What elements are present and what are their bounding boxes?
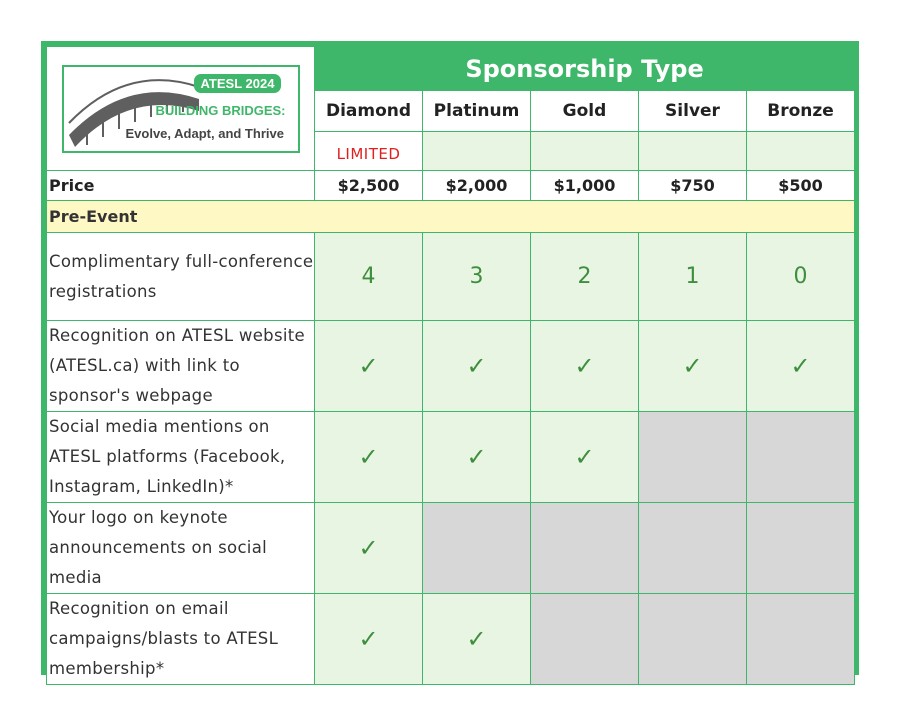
not-included-cell: [747, 412, 855, 503]
logo-headline: BUILDING BRIDGES:: [155, 102, 286, 118]
price-bronze: $500: [747, 171, 855, 201]
checkmark-icon: ✓: [423, 321, 531, 412]
availability-platinum: [423, 132, 531, 171]
benefit-value: 2: [531, 233, 639, 321]
checkmark-icon: ✓: [315, 503, 423, 594]
conference-logo: [62, 65, 300, 153]
not-included-cell: [639, 412, 747, 503]
not-included-cell: [747, 503, 855, 594]
not-included-cell: [747, 594, 855, 685]
not-included-cell: [639, 594, 747, 685]
checkmark-icon: ✓: [315, 594, 423, 685]
section-pre-event: Pre-Event: [47, 201, 855, 233]
tier-diamond: Diamond: [315, 91, 423, 132]
sponsorship-type-header: Sponsorship Type: [315, 47, 855, 91]
checkmark-icon: ✓: [423, 594, 531, 685]
price-silver: $750: [639, 171, 747, 201]
sponsorship-table-frame: [41, 41, 859, 678]
availability-bronze: [747, 132, 855, 171]
not-included-cell: [423, 503, 531, 594]
benefit-value: 1: [639, 233, 747, 321]
tier-silver: Silver: [639, 91, 747, 132]
price-label: Price: [47, 171, 315, 201]
checkmark-icon: ✓: [639, 321, 747, 412]
tier-bronze: Bronze: [747, 91, 855, 132]
benefit-value: 4: [315, 233, 423, 321]
price-gold: $1,000: [531, 171, 639, 201]
not-included-cell: [531, 503, 639, 594]
benefit-label: Complimentary full-conference registrations: [47, 233, 315, 321]
benefit-label: Recognition on ATESL website (ATESL.ca) with link to sponsor's webpage: [47, 321, 315, 412]
logo-cell: [47, 47, 315, 171]
availability-silver: [639, 132, 747, 171]
benefit-value: 0: [747, 233, 855, 321]
logo-tagline: Evolve, Adapt, and Thrive: [125, 125, 284, 141]
checkmark-icon: ✓: [531, 412, 639, 503]
checkmark-icon: ✓: [423, 412, 531, 503]
sponsorship-table: [46, 46, 855, 685]
not-included-cell: [639, 503, 747, 594]
benefit-value: 3: [423, 233, 531, 321]
price-diamond: $2,500: [315, 171, 423, 201]
benefit-label: Social media mentions on ATESL platforms (Facebook, Instagram, LinkedIn)*: [47, 412, 315, 503]
checkmark-icon: ✓: [531, 321, 639, 412]
benefit-label: Your logo on keynote announcements on social media: [47, 503, 315, 594]
tier-platinum: Platinum: [423, 91, 531, 132]
availability-gold: [531, 132, 639, 171]
checkmark-icon: ✓: [315, 321, 423, 412]
price-platinum: $2,000: [423, 171, 531, 201]
benefit-label: Recognition on email campaigns/blasts to ATESL membership*: [47, 594, 315, 685]
checkmark-icon: ✓: [315, 412, 423, 503]
tier-gold: Gold: [531, 91, 639, 132]
checkmark-icon: ✓: [747, 321, 855, 412]
logo-year-badge: ATESL 2024: [194, 74, 282, 93]
not-included-cell: [531, 594, 639, 685]
availability-diamond: LIMITED: [315, 132, 423, 171]
